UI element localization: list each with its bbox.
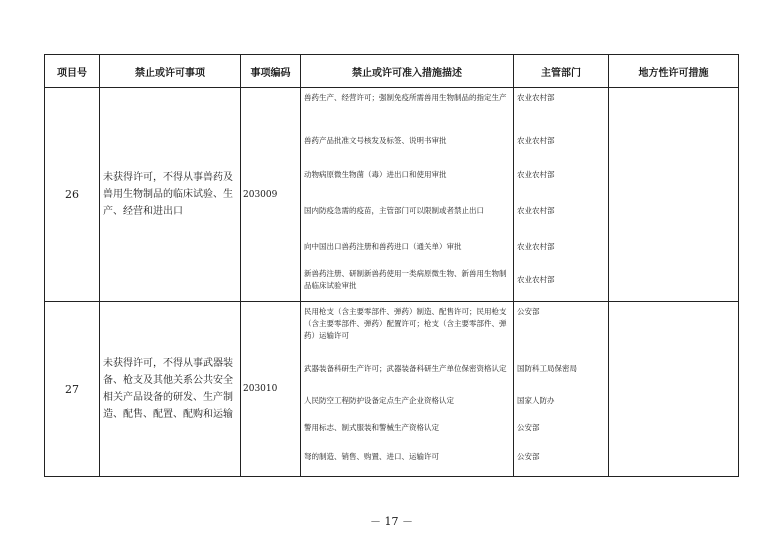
table-header-row — [45, 55, 739, 88]
header-item-number: 项目号 — [45, 55, 100, 88]
measure-description: 国内防疫急需的疫苗，主管部门可以限制或者禁止出口 — [304, 206, 484, 215]
local-measures-cell — [609, 302, 739, 477]
item-description: 未获得许可，不得从事武器装备、枪支及其他关系公共安全相关产品设备的研发、生产制造、配售、配置、配购和运输 — [100, 302, 241, 477]
item-code: 203009 — [241, 88, 301, 302]
item-code: 203010 — [241, 302, 301, 477]
item-description: 未获得许可，不得从事兽药及兽用生物制品的临床试验、生产、经营和进出口 — [100, 88, 241, 302]
local-measures-cell — [609, 88, 739, 302]
department-name: 国防科工局保密局 — [517, 364, 577, 373]
department-name: 农业农村部 — [517, 206, 555, 215]
header-department: 主管部门 — [514, 55, 609, 88]
table-row — [45, 302, 739, 477]
measure-description: 动物病原微生物菌（毒）进出口和使用审批 — [304, 170, 447, 179]
page-number: － 17 － — [370, 515, 413, 528]
department-name: 公安部 — [517, 423, 540, 432]
measures-cell — [301, 88, 514, 302]
department-name: 农业农村部 — [517, 170, 555, 179]
measure-description: 兽药生产、经营许可；强制免疫所需兽用生物制品的指定生产 — [304, 93, 507, 102]
header-item: 禁止或许可事项 — [100, 55, 241, 88]
permit-table — [44, 54, 739, 477]
header-measures: 禁止或许可准入措施描述 — [301, 55, 514, 88]
department-name: 农业农村部 — [517, 93, 555, 102]
table-row — [45, 88, 739, 302]
header-local-measures: 地方性许可措施 — [609, 55, 739, 88]
header-code: 事项编码 — [241, 55, 301, 88]
measure-description: 警用标志、制式服装和警械生产资格认定 — [304, 423, 439, 432]
department-cell — [514, 88, 609, 302]
measures-cell — [301, 302, 514, 477]
department-cell — [514, 302, 609, 477]
measure-description: 武器装备科研生产许可；武器装备科研生产单位保密资格认定 — [304, 364, 507, 373]
measure-description: 民用枪支（含主要零部件、弹药）制造、配售许可；民用枪支（含主要零部件、弹药）配置许可；枪支（含主要零部件、弹药）运输许可 — [304, 307, 507, 340]
measure-description: 兽药产品批准文号核发及标签、说明书审批 — [304, 135, 447, 145]
measure-description: 人民防空工程防护设备定点生产企业资格认定 — [304, 396, 454, 405]
department-name: 农业农村部 — [517, 275, 555, 284]
measure-description: 新兽药注册、研制新兽药使用一类病原微生物、新兽用生物制品临床试验审批 — [304, 269, 507, 290]
measure-description: 向中国出口兽药注册和兽药进口（通关单）审批 — [304, 241, 462, 251]
item-number: 26 — [45, 88, 100, 302]
department-name: 农业农村部 — [517, 135, 555, 145]
measure-description: 弩的制造、销售、购置、进口、运输许可 — [304, 452, 439, 461]
item-number: 27 — [45, 302, 100, 477]
department-name: 农业农村部 — [517, 241, 555, 251]
department-name: 国家人防办 — [517, 396, 555, 405]
department-name: 公安部 — [517, 452, 540, 461]
department-name: 公安部 — [517, 307, 540, 316]
